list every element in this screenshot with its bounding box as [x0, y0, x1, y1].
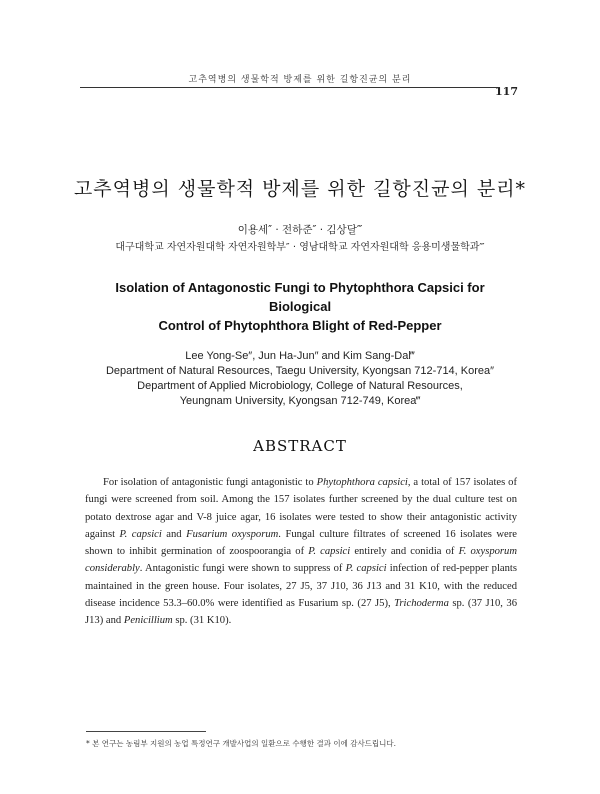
abstract-heading: ABSTRACT	[253, 437, 347, 455]
abstract-italic-term: P. capsici	[345, 563, 387, 575]
abstract-text: . Fungal culture filtrates of screened 16 isolates were shown to inhibit germination of zoospoorangia of	[85, 528, 517, 558]
abstract-text: . Antagonistic fungi were shown to suppress of	[139, 563, 346, 575]
abstract-text: infection of red-pepper plants maintained in the green house. Four isolates, 27 J5, 37 J10, 36 J13 and 31 K10, with the reduced disease incidence 53.3–60.0% were identified as Fusarium sp. (27 J5),	[85, 563, 517, 610]
footnote: * 본 연구는 농림부 지원의 농업 특정연구 개발사업의 일환으로 수행한 결과 이에 감사드립니다.	[86, 739, 397, 748]
english-authors-block	[0, 349, 600, 409]
header-rule	[80, 87, 500, 88]
abstract-text: sp. (37 J10, 36 J13) and	[85, 598, 517, 627]
korean-authors: 이용세″ · 전하준″ · 김상달‴	[237, 224, 363, 236]
english-authors: Lee Yong-Se″, Jun Ha-Jun″ and Kim Sang-Dal‴	[185, 350, 415, 362]
english-affiliation-1: Department of Natural Resources, Taegu University, Kyongsan 712-714, Korea″	[105, 365, 495, 377]
abstract-body	[85, 474, 517, 630]
korean-affiliation: 대구대학교 자연자원대학 자연자원학부″ · 영남대학교 자연자원대학 응용미생물학과‴	[115, 242, 485, 253]
abstract-text: , a total of 157 isolates of fungi were screened from soil. Among the 157 isolates further screened by the dual culture test on potato dextrose agar and V-8 juice agar, 16 isolates were tested to show their antagonistic activity against	[85, 477, 517, 540]
abstract-text: entirely and conidia of	[350, 546, 459, 558]
english-title	[90, 278, 510, 335]
abstract-italic-term: P. capsici	[308, 546, 351, 558]
abstract-text: For isolation of antagonistic fungi antagonistic to	[103, 477, 317, 488]
english-title-line-2: Control of Phytophthora Blight of Red-Pepper	[158, 318, 442, 333]
abstract-italic-term: F. oxysporum considerably	[85, 546, 517, 575]
english-title-line-1: Isolation of Antagonostic Fungi to Phytophthora Capsici for Biological	[115, 280, 485, 314]
running-head: 고추역병의 생물학적 방제를 위한 길항진균의 분리	[188, 75, 412, 85]
abstract-italic-term: Penicillium	[123, 615, 173, 627]
abstract-italic-term: P. capsici	[119, 528, 162, 540]
english-affiliation-2b: Yeungnam University, Kyongsan 712-749, Korea‴	[179, 395, 421, 407]
abstract-italic-term: Fusarium oxysporum	[186, 528, 279, 540]
abstract-text: and	[161, 528, 187, 540]
abstract-text: sp. (31 K10).	[172, 615, 232, 627]
abstract-italic-term: Trichoderma	[394, 598, 449, 610]
english-affiliation-2a: Department of Applied Microbiology, College of Natural Resources,	[137, 380, 463, 392]
page-number: 117	[495, 85, 518, 98]
footnote-rule	[86, 731, 206, 732]
abstract-italic-term: Phytophthora capsici	[316, 477, 408, 488]
korean-title: 고추역병의 생물학적 방제를 위한 길항진균의 분리*	[73, 178, 527, 200]
